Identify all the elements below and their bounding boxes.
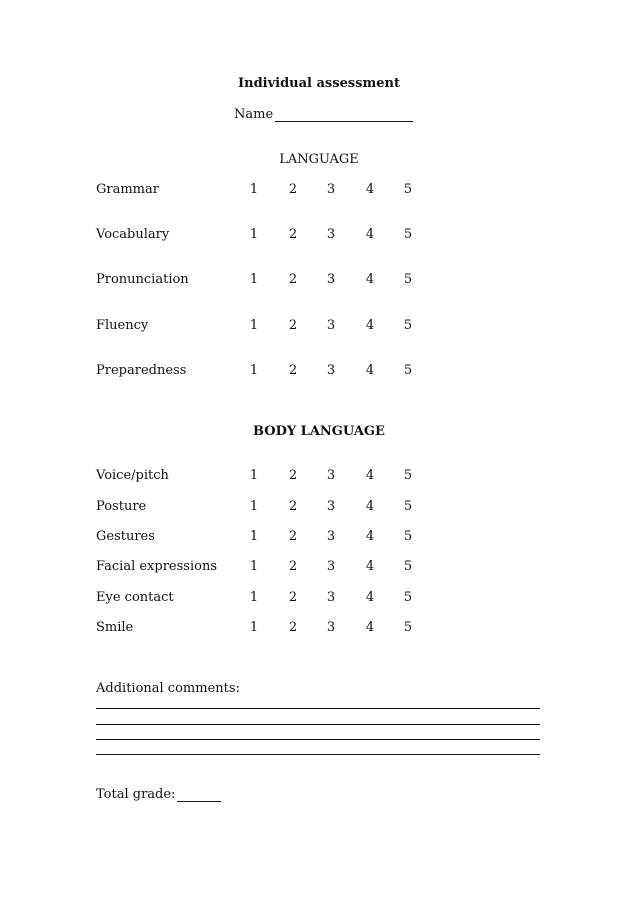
score-1[interactable]: 1 — [249, 227, 259, 242]
name-blank-line[interactable] — [275, 107, 413, 122]
score-5[interactable]: 5 — [403, 590, 413, 605]
score-4[interactable]: 4 — [365, 499, 375, 514]
criterion-row-gestures — [0, 529, 638, 547]
score-1[interactable]: 1 — [249, 559, 259, 574]
score-3[interactable]: 3 — [326, 363, 336, 378]
score-5[interactable]: 5 — [403, 182, 413, 197]
total-grade-field[interactable] — [96, 787, 221, 802]
criterion-row-eye-contact — [0, 590, 638, 608]
total-grade-blank-line[interactable] — [177, 787, 221, 802]
criterion-row-facial-expressions — [0, 559, 638, 577]
criterion-label: Vocabulary — [96, 227, 170, 242]
score-2[interactable]: 2 — [288, 620, 298, 635]
score-1[interactable]: 1 — [249, 468, 259, 483]
comments-label: Additional comments: — [96, 681, 240, 696]
score-5[interactable]: 5 — [403, 499, 413, 514]
criterion-label: Posture — [96, 499, 147, 514]
language-heading: LANGUAGE — [279, 152, 359, 167]
criterion-label: Pronunciation — [96, 272, 189, 287]
score-5[interactable]: 5 — [403, 272, 413, 287]
score-4[interactable]: 4 — [365, 468, 375, 483]
score-1[interactable]: 1 — [249, 529, 259, 544]
score-3[interactable]: 3 — [326, 182, 336, 197]
name-label: Name — [234, 107, 274, 122]
score-3[interactable]: 3 — [326, 529, 336, 544]
comment-line[interactable] — [96, 739, 540, 740]
criterion-row-fluency — [0, 318, 638, 336]
score-2[interactable]: 2 — [288, 272, 298, 287]
score-2[interactable]: 2 — [288, 559, 298, 574]
score-5[interactable]: 5 — [403, 318, 413, 333]
criterion-label: Fluency — [96, 318, 149, 333]
score-1[interactable]: 1 — [249, 318, 259, 333]
score-3[interactable]: 3 — [326, 590, 336, 605]
criterion-label: Preparedness — [96, 363, 187, 378]
score-5[interactable]: 5 — [403, 363, 413, 378]
score-1[interactable]: 1 — [249, 182, 259, 197]
score-5[interactable]: 5 — [403, 559, 413, 574]
criterion-label: Gestures — [96, 529, 155, 544]
score-4[interactable]: 4 — [365, 363, 375, 378]
score-1[interactable]: 1 — [249, 620, 259, 635]
score-3[interactable]: 3 — [326, 499, 336, 514]
score-4[interactable]: 4 — [365, 620, 375, 635]
criterion-row-preparedness — [0, 363, 638, 381]
score-5[interactable]: 5 — [403, 227, 413, 242]
score-3[interactable]: 3 — [326, 227, 336, 242]
score-3[interactable]: 3 — [326, 318, 336, 333]
score-5[interactable]: 5 — [403, 529, 413, 544]
body-language-heading: BODY LANGUAGE — [253, 424, 385, 439]
score-3[interactable]: 3 — [326, 272, 336, 287]
score-4[interactable]: 4 — [365, 272, 375, 287]
score-2[interactable]: 2 — [288, 529, 298, 544]
score-2[interactable]: 2 — [288, 182, 298, 197]
criterion-label: Grammar — [96, 182, 159, 197]
score-4[interactable]: 4 — [365, 318, 375, 333]
criterion-row-vocabulary — [0, 227, 638, 245]
score-2[interactable]: 2 — [288, 499, 298, 514]
score-1[interactable]: 1 — [249, 363, 259, 378]
score-4[interactable]: 4 — [365, 182, 375, 197]
criterion-label: Voice/pitch — [96, 468, 169, 483]
score-4[interactable]: 4 — [365, 227, 375, 242]
criterion-row-pronunciation — [0, 272, 638, 290]
score-1[interactable]: 1 — [249, 590, 259, 605]
comment-line[interactable] — [96, 724, 540, 725]
criterion-label: Smile — [96, 620, 134, 635]
comment-line[interactable] — [96, 754, 540, 755]
score-3[interactable]: 3 — [326, 620, 336, 635]
score-2[interactable]: 2 — [288, 318, 298, 333]
form-title: Individual assessment — [238, 76, 400, 91]
criterion-row-posture — [0, 499, 638, 517]
criterion-row-grammar — [0, 182, 638, 200]
score-4[interactable]: 4 — [365, 529, 375, 544]
score-1[interactable]: 1 — [249, 272, 259, 287]
criterion-label: Eye contact — [96, 590, 174, 605]
score-5[interactable]: 5 — [403, 620, 413, 635]
total-grade-label: Total grade: — [96, 787, 176, 802]
score-2[interactable]: 2 — [288, 227, 298, 242]
score-3[interactable]: 3 — [326, 468, 336, 483]
score-1[interactable]: 1 — [249, 499, 259, 514]
score-4[interactable]: 4 — [365, 590, 375, 605]
criterion-row-smile — [0, 620, 638, 638]
score-2[interactable]: 2 — [288, 590, 298, 605]
name-field[interactable] — [234, 107, 413, 122]
score-2[interactable]: 2 — [288, 468, 298, 483]
score-2[interactable]: 2 — [288, 363, 298, 378]
criterion-row-voice-pitch — [0, 468, 638, 486]
criterion-label: Facial expressions — [96, 559, 217, 574]
score-4[interactable]: 4 — [365, 559, 375, 574]
score-5[interactable]: 5 — [403, 468, 413, 483]
comment-line[interactable] — [96, 708, 540, 709]
score-3[interactable]: 3 — [326, 559, 336, 574]
